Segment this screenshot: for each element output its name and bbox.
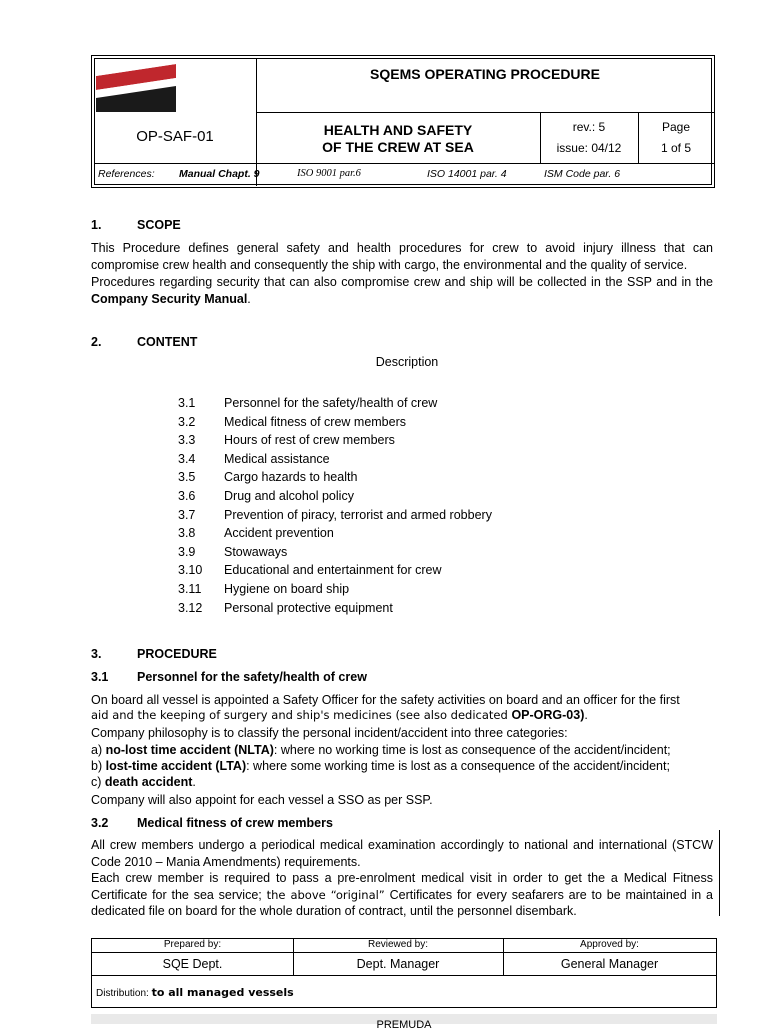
item-title: Stowaways [224, 544, 288, 559]
item-title: Cargo hazards to health [224, 470, 358, 485]
s32-paragraph-2 [91, 870, 713, 920]
category-text: : where no working time is lost as consequence of the accident/incident; [273, 743, 671, 757]
footer-company-band [91, 1014, 717, 1031]
s32-text: Certificates for every seafarers are to be maintained in a dedicated file on board for the whole duration of contract, until the personnel disembark. [91, 887, 713, 918]
distribution-value: to all managed vessels [151, 986, 294, 999]
content-list-item [178, 563, 442, 581]
content-list-item [178, 396, 437, 414]
content-list-item [178, 470, 357, 488]
approved-by-value: General Manager [560, 957, 659, 971]
section-number: 1. [91, 218, 102, 232]
footer-divider [92, 952, 716, 953]
s31-text: aid and the keeping of surgery and ship's medicines (see also dedicated [91, 708, 512, 722]
reference-iso9001: ISO 9001 par.6 [297, 168, 361, 179]
references-label: References: [98, 168, 155, 180]
document-code: OP-SAF-01 [136, 128, 214, 145]
subject-line-1: HEALTH AND SAFETY [323, 122, 473, 138]
item-number: 3.8 [178, 526, 196, 541]
section-title: PROCEDURE [137, 647, 217, 661]
item-number: 3.12 [178, 600, 203, 615]
subject-line-2: OF THE CREW AT SEA [322, 139, 474, 155]
category-name: no-lost time accident (NLTA) [105, 743, 274, 757]
prepared-by-label: Prepared by: [163, 939, 222, 950]
subsection-number: 3.1 [91, 670, 109, 684]
page-number: 1 of 5 [660, 141, 692, 155]
item-title: Medical assistance [224, 451, 330, 466]
item-number: 3.10 [178, 563, 203, 578]
item-title: Hygiene on board ship [224, 582, 350, 596]
item-title: Personnel for the safety/health of crew [224, 396, 438, 410]
reference-manual: Manual Chapt. 9 [179, 168, 260, 180]
section-number: 3. [91, 647, 102, 661]
item-title: Drug and alcohol policy [224, 489, 354, 503]
content-list-item [178, 526, 334, 544]
scope-paragraph-1: This Procedure defines general safety and health procedures for crew to avoid injury illness that can compromise crew health and consequently the ship with cargo, the environmental and the quality of service. [91, 241, 713, 272]
content-list-item [178, 601, 393, 619]
header-table [91, 55, 715, 188]
scope-text: Procedures regarding security that can also compromise crew and ship will be collected in the SSP and in the [91, 275, 713, 289]
item-number: 3.6 [178, 489, 196, 503]
reviewed-by-value: Dept. Manager [356, 957, 440, 971]
category-name: lost-time accident (LTA) [105, 759, 247, 773]
s32-text: the above “original” [266, 887, 385, 902]
section-title: CONTENT [137, 335, 198, 349]
list-marker: b) [91, 759, 106, 773]
content-list-item [178, 582, 349, 600]
category-name: death accident [104, 775, 193, 789]
prepared-by-value: SQE Dept. [162, 957, 223, 971]
scope-paragraph-2 [91, 274, 713, 307]
item-title: Accident prevention [224, 526, 334, 541]
s31-paragraph-line-1: On board all vessel is appointed a Safety Officer for the safety activities on board and an officer for the first [91, 693, 680, 707]
company-name: PREMUDA [376, 1019, 432, 1031]
section-title: SCOPE [137, 218, 181, 232]
s32-paragraph-1: All crew members undergo a periodical medical examination accordingly to national and international (STCW Code 2010 – Mania Amendments) requirements. [91, 838, 713, 869]
item-number: 3.7 [178, 507, 196, 522]
reference-iso14001: ISO 14001 par. 4 [427, 168, 507, 180]
item-title: Educational and entertainment for crew [224, 563, 442, 578]
procedure-title: SQEMS OPERATING PROCEDURE [370, 66, 600, 82]
s31-text: . [584, 708, 588, 722]
item-number: 3.1 [178, 396, 196, 410]
section-number: 2. [91, 335, 102, 349]
category-b [91, 759, 670, 773]
category-a [91, 743, 671, 757]
content-list-item [178, 508, 492, 526]
item-title: Personal protective equipment [224, 600, 393, 615]
subsection-3-2-heading [91, 816, 333, 830]
list-marker: c) [91, 775, 105, 789]
issue: issue: 04/12 [556, 141, 622, 155]
content-list-item [178, 415, 406, 433]
item-number: 3.4 [178, 451, 196, 466]
item-number: 3.2 [178, 414, 196, 429]
section-procedure-heading [91, 647, 217, 661]
item-number: 3.5 [178, 470, 196, 485]
distribution [96, 986, 294, 999]
category-c [91, 775, 196, 789]
category-text: . [192, 775, 196, 789]
content-description-label: Description [375, 355, 439, 369]
category-text: : where some working time is lost as a consequence of the accident/incident; [246, 759, 670, 773]
approved-by-label: Approved by: [580, 939, 639, 950]
revision-margin-bar [719, 830, 720, 916]
header-divider [94, 163, 714, 164]
s32-text: Each crew member is required to pass a pre-enrolment medical visit in order to get the a Medical Fitness Certificate for the sea service; [91, 871, 713, 902]
s31-paragraph-3: Company will also appoint for each vessel a SSO as per SSP. [91, 793, 433, 807]
subsection-number: 3.2 [91, 816, 109, 830]
scope-text: . [247, 291, 251, 306]
item-title: Medical fitness of crew members [224, 414, 407, 429]
subsection-title: Medical fitness of crew members [137, 816, 333, 830]
section-scope-heading [91, 218, 181, 232]
item-number: 3.9 [178, 544, 196, 559]
header-divider [256, 112, 714, 113]
item-title: Hours of rest of crew members [224, 433, 395, 448]
reviewed-by-label: Reviewed by: [367, 939, 429, 950]
approval-table [91, 938, 717, 1008]
s31-paragraph-line-2 [91, 708, 588, 722]
content-list-item [178, 489, 354, 507]
s31-paragraph-2: Company philosophy is to classify the personal incident/accident into three categories: [91, 726, 568, 740]
op-org-03-ref: OP-ORG-03) [511, 708, 585, 722]
content-list-item [178, 452, 330, 470]
content-list-item [178, 545, 287, 563]
company-logo [96, 60, 176, 112]
subsection-title: Personnel for the safety/health of crew [137, 670, 367, 684]
list-marker: a) [91, 743, 106, 757]
page-label: Page [661, 120, 691, 134]
item-title: Prevention of piracy, terrorist and armed robbery [224, 507, 492, 522]
content-list-item [178, 433, 395, 451]
distribution-label: Distribution: [96, 988, 152, 999]
revision: rev.: 5 [572, 120, 606, 134]
item-number: 3.3 [178, 433, 196, 448]
subsection-3-1-heading [91, 670, 367, 684]
item-number: 3.11 [178, 582, 202, 596]
security-manual-ref: Company Security Manual [91, 291, 248, 306]
footer-divider [92, 975, 716, 976]
reference-ism: ISM Code par. 6 [544, 168, 621, 180]
section-content-heading [91, 335, 197, 349]
